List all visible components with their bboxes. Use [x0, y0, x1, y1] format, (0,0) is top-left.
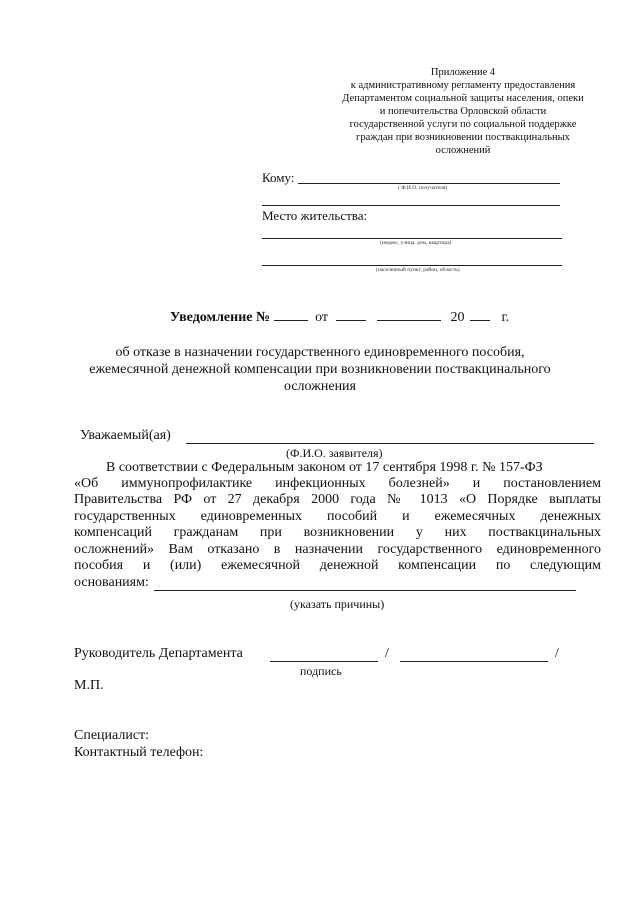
- to-label: Кому:: [262, 170, 295, 185]
- applicant-fio-line[interactable]: [186, 443, 594, 444]
- appendix-line: и попечительства Орловской области: [379, 106, 547, 117]
- signature-slash-end: /: [555, 646, 559, 661]
- reasons-caption: (указать причины): [290, 597, 385, 611]
- applicant-fio-caption: (Ф.И.О. заявителя): [286, 446, 383, 460]
- notice-subtitle: [70, 344, 570, 395]
- notice-day-field[interactable]: [336, 308, 366, 321]
- recipient-fio-line-2[interactable]: [262, 205, 560, 206]
- reasons-line[interactable]: [154, 590, 576, 591]
- body-line: государственных единовременных пособий и ежемесячных денежных: [74, 509, 601, 524]
- recipient-fio-caption: ( Ф.И.О. получателя): [398, 185, 448, 191]
- body-line: пособия и (или) ежемесячной денежной компенсации по следующим: [74, 558, 601, 573]
- specialist-label: Специалист:: [74, 728, 150, 743]
- locality-caption: (населенный пункт, район, область): [376, 267, 460, 273]
- greeting-label: Уважаемый(ая): [80, 428, 171, 443]
- body-last-line: основаниям:: [74, 575, 149, 590]
- appendix-line: граждан при возникновении поствакцинальных: [356, 132, 570, 143]
- recipient-fio-line[interactable]: [298, 183, 560, 184]
- notice-month-field[interactable]: [377, 308, 441, 321]
- notice-number-field[interactable]: [274, 308, 308, 321]
- signature-name-line[interactable]: [400, 661, 548, 662]
- stamp-label: М.П.: [74, 678, 104, 693]
- body-line: осложнений» Вам отказано в назначении государственного единовременного: [74, 542, 601, 557]
- notice-from-word: от: [315, 310, 328, 325]
- body-line-first: В соответствии с Федеральным законом от 17 сентября 1998 г. № 157-ФЗ: [106, 460, 543, 475]
- appendix-line: осложнений: [435, 145, 491, 156]
- body-line: компенсаций гражданам при возникновении у них поствакцинальных: [74, 525, 601, 540]
- subtitle-line: об отказе в назначении государственного единовременного пособия,: [115, 345, 525, 360]
- address-caption: (индекс, улица, дом, квартира): [380, 240, 452, 246]
- notice-year-suffix: г.: [501, 310, 510, 325]
- locality-line[interactable]: [262, 265, 562, 266]
- subtitle-line: осложнения: [283, 379, 356, 394]
- body-line: «Об иммунопрофилактике инфекционных болезней» и постановлением: [74, 476, 601, 491]
- signature-slash: /: [385, 646, 389, 661]
- notice-title-row: [170, 308, 509, 326]
- appendix-line: к административному регламенту предоставления: [350, 80, 576, 91]
- notice-title: Уведомление №: [170, 310, 271, 325]
- appendix-line: Департаментом социальной защиты населения, опеки: [342, 93, 584, 104]
- head-label: Руководитель Департамента: [74, 646, 243, 661]
- appendix-line: государственной услуги по социальной поддержке: [349, 119, 577, 130]
- notice-year-field[interactable]: [470, 308, 490, 321]
- body-line: Правительства РФ от 27 декабря 2000 года № 1013 «О Порядке выплаты: [74, 492, 601, 507]
- residence-label: Место жительства:: [262, 208, 368, 223]
- subtitle-line: ежемесячной денежной компенсации при возникновении поствакцинального: [89, 362, 551, 377]
- phone-label: Контактный телефон:: [74, 745, 204, 760]
- signature-line[interactable]: [270, 661, 378, 662]
- signature-caption: подпись: [300, 664, 342, 678]
- appendix-line: Приложение 4: [430, 67, 496, 78]
- notice-year-prefix: 20: [450, 310, 465, 325]
- appendix-header: [318, 66, 608, 157]
- address-line[interactable]: [262, 238, 562, 239]
